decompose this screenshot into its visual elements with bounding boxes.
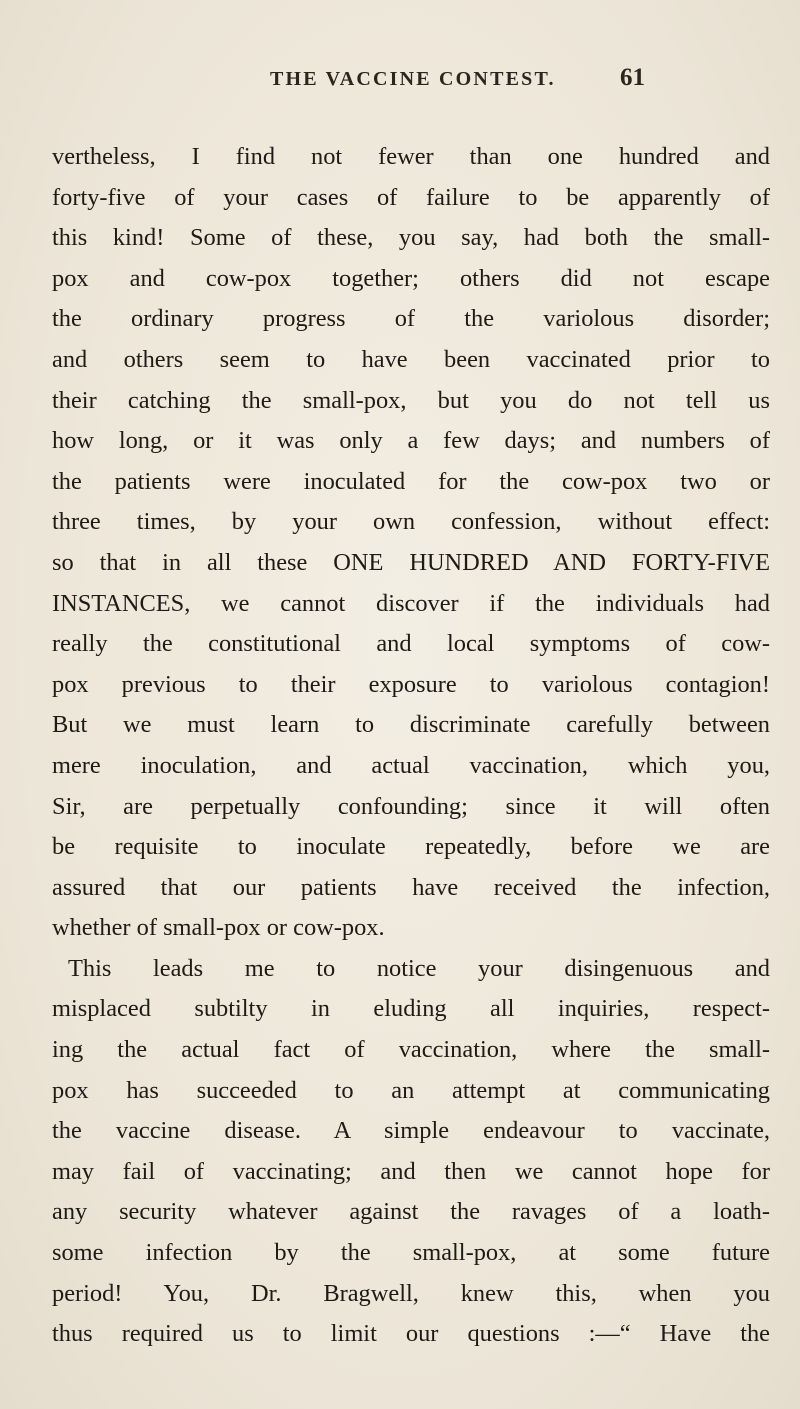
- text-line: assured that our patients have received the infection,: [52, 873, 770, 901]
- text-line: whether of small-pox or cow-pox.: [52, 914, 385, 942]
- running-title: THE VACCINE CONTEST.: [270, 68, 556, 90]
- text-line: really the constitutional and local symptoms of cow-: [52, 630, 770, 658]
- text-line: vertheless, I find not fewer than one hundred and: [52, 143, 770, 170]
- text-line: so that in all these ONE HUNDRED AND FORTY-FIVE: [52, 548, 770, 576]
- text-line: INSTANCES, we cannot discover if the individuals had: [52, 589, 770, 617]
- text-line: and others seem to have been vaccinated prior to: [52, 345, 770, 373]
- text-line: may fail of vaccinating; and then we cannot hope for: [52, 1157, 770, 1185]
- text-line: the vaccine disease. A simple endeavour to vaccinate,: [52, 1117, 770, 1145]
- text-line: But we must learn to discriminate carefully between: [52, 711, 770, 739]
- text-line: thus required us to limit our questions :—“ Have the: [52, 1320, 770, 1348]
- running-head: [0, 62, 800, 102]
- text-line: the patients were inoculated for the cow-pox two or: [52, 467, 770, 495]
- text-line: their catching the small-pox, but you do not tell us: [52, 386, 770, 414]
- text-line: be requisite to inoculate repeatedly, before we are: [52, 833, 770, 861]
- text-line: period! You, Dr. Bragwell, knew this, when you: [52, 1279, 770, 1307]
- text-line: three times, by your own confession, without effect:: [52, 508, 770, 536]
- text-line: this kind! Some of these, you say, had both the small-: [52, 224, 770, 252]
- text-line: some infection by the small-pox, at some future: [52, 1239, 770, 1267]
- body-text: [52, 137, 770, 1355]
- text-line: Sir, are perpetually confounding; since it will often: [52, 792, 770, 820]
- text-line: mere inoculation, and actual vaccination, which you,: [52, 751, 770, 779]
- text-line: pox previous to their exposure to variolous contagion!: [52, 670, 770, 698]
- text-line: pox has succeeded to an attempt at communicating: [52, 1076, 770, 1104]
- text-line: any security whatever against the ravages of a loath-: [52, 1198, 770, 1226]
- text-line: misplaced subtilty in eluding all inquiries, respect-: [52, 995, 770, 1023]
- text-line: This leads me to notice your disingenuous and: [68, 954, 770, 982]
- text-line: ing the actual fact of vaccination, where the small-: [52, 1036, 770, 1064]
- text-line: pox and cow-pox together; others did not escape: [52, 264, 770, 292]
- text-line: how long, or it was only a few days; and numbers of: [52, 427, 770, 455]
- page-number: 61: [620, 64, 645, 91]
- text-line: forty-five of your cases of failure to be apparently of: [52, 183, 770, 211]
- text-line: the ordinary progress of the variolous disorder;: [52, 305, 770, 333]
